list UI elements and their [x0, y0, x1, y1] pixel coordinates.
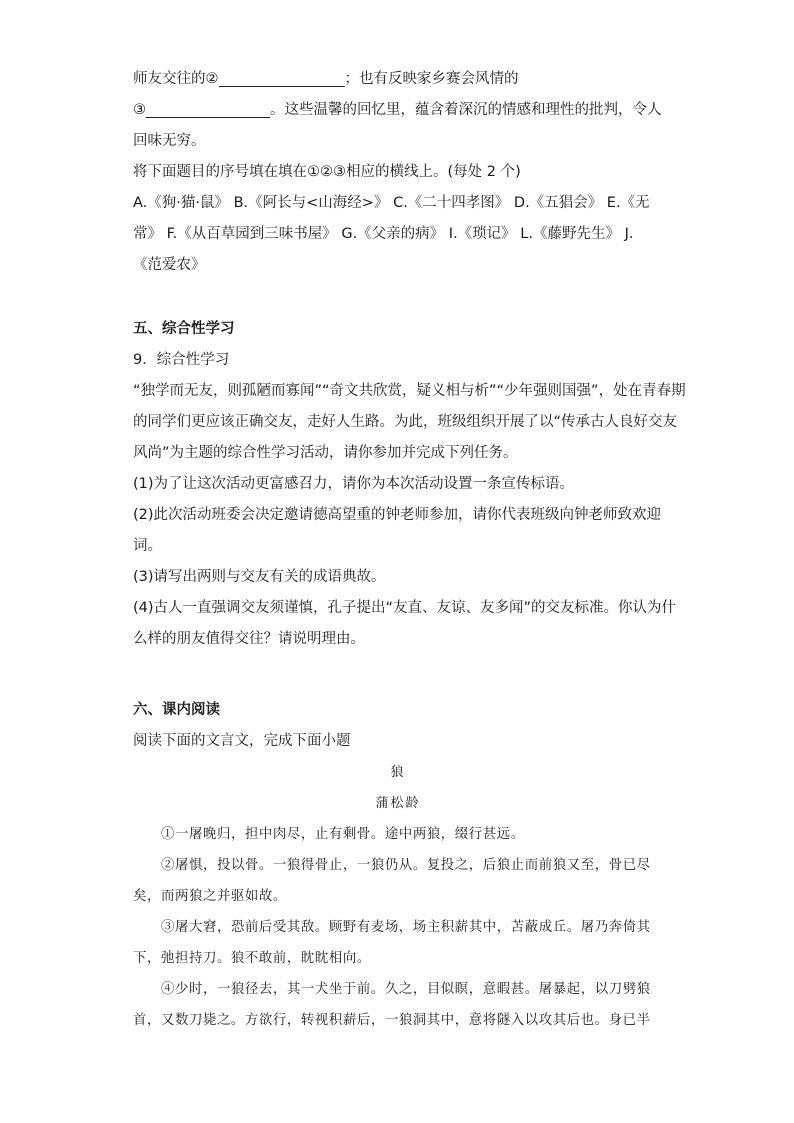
text: ；也有反映家乡赛会风情的	[344, 71, 519, 87]
classical-paragraph: ④少时，一狼径去，其一犬坐于前。久之，目似瞑，意暇甚。屠暴起，以刀劈狼	[161, 982, 651, 997]
options-line: 常》 F.《从百草园到三味书屋》 G.《父亲的病》 I.《琐记》 L.《藤野先生》 J.	[133, 226, 634, 242]
task-item: 词。	[133, 538, 162, 554]
options-line: A.《狗·猫·鼠》 B.《阿长与<山海经>》 C.《二十四孝图》 D.《五猖会》 E.《无	[133, 195, 650, 211]
blank-line-3	[133, 95, 663, 126]
poem-title: 狼	[390, 765, 406, 780]
classical-paragraph: 矣，而两狼之并驱如故。	[133, 889, 287, 904]
paragraph-line: 的同学们更应该正确交友，走好人生路。为此，班级组织开展了以“传承古人良好交友	[133, 414, 678, 430]
task-item: 么样的朋友值得交往？请说明理由。	[133, 631, 365, 647]
classical-paragraph: 首，又数刀毙之。方欲行，转视积薪后，一狼洞其中，意将隧入以攻其后也。身已半	[133, 1013, 651, 1028]
classical-paragraph: ②屠惧，投以骨。一狼得骨止，一狼仍从。复投之，后狼止而前狼又至，骨已尽	[161, 858, 651, 873]
task-item: (2)此次活动班委会决定邀请德高望重的钟老师参加，请你代表班级向钟老师致欢迎	[133, 507, 662, 523]
options-line: 《范爱农》	[133, 257, 206, 273]
classical-paragraph: ①一屠晚归，担中肉尽，止有剩骨。途中两狼，缀行甚远。	[161, 827, 525, 842]
text: 。这些温馨的回忆里，蕴含着深沉的情感和理性的批判，令人	[270, 102, 662, 118]
classical-paragraph: ③屠大窘，恐前后受其敌。顾野有麦场，场主积薪其中，苫蔽成丘。屠乃奔倚其	[161, 920, 651, 935]
spacer	[133, 655, 663, 695]
task-item: (1)为了让这次活动更富感召力，请你为本次活动设置一条宣传标语。	[133, 476, 575, 492]
paragraph-line: “独学而无友，则孤陋而寡闻”“奇文共欣赏，疑义相与析”“少年强则国强”，处在青春期	[133, 383, 686, 399]
text: 师友交往的②	[133, 71, 219, 87]
blank-line-2	[133, 64, 663, 95]
answer-blank-2[interactable]	[219, 68, 345, 87]
poem-author: 蒲松龄	[375, 796, 421, 811]
paragraph-line: 风尚”为主题的综合性学习活动，请你参加并完成下列任务。	[133, 445, 518, 461]
document-page	[133, 64, 686, 1036]
classical-paragraph: 下，弛担持刀。狼不敢前，眈眈相向。	[133, 951, 371, 966]
section-heading: 六、课内阅读	[133, 702, 220, 718]
section-heading: 五、综合性学习	[133, 321, 235, 337]
question-label: 9．综合性学习	[133, 352, 230, 368]
text: ③	[133, 102, 146, 118]
answer-blank-3[interactable]	[146, 99, 270, 118]
spacer	[133, 281, 663, 314]
task-item: (4)古人一直强调交友须谨慎，孔子提出“友直、友谅、友多闻”的交友标准。你认为什	[133, 600, 677, 616]
task-item: (3)请写出两则与交友有关的成语典故。	[133, 569, 386, 585]
paragraph-line: 回味无穷。	[133, 133, 206, 149]
instruction: 阅读下面的文言文，完成下面小题	[133, 733, 351, 749]
instruction: 将下面题目的序号填在填在①②③相应的横线上。(每处 2 个)	[133, 164, 521, 180]
